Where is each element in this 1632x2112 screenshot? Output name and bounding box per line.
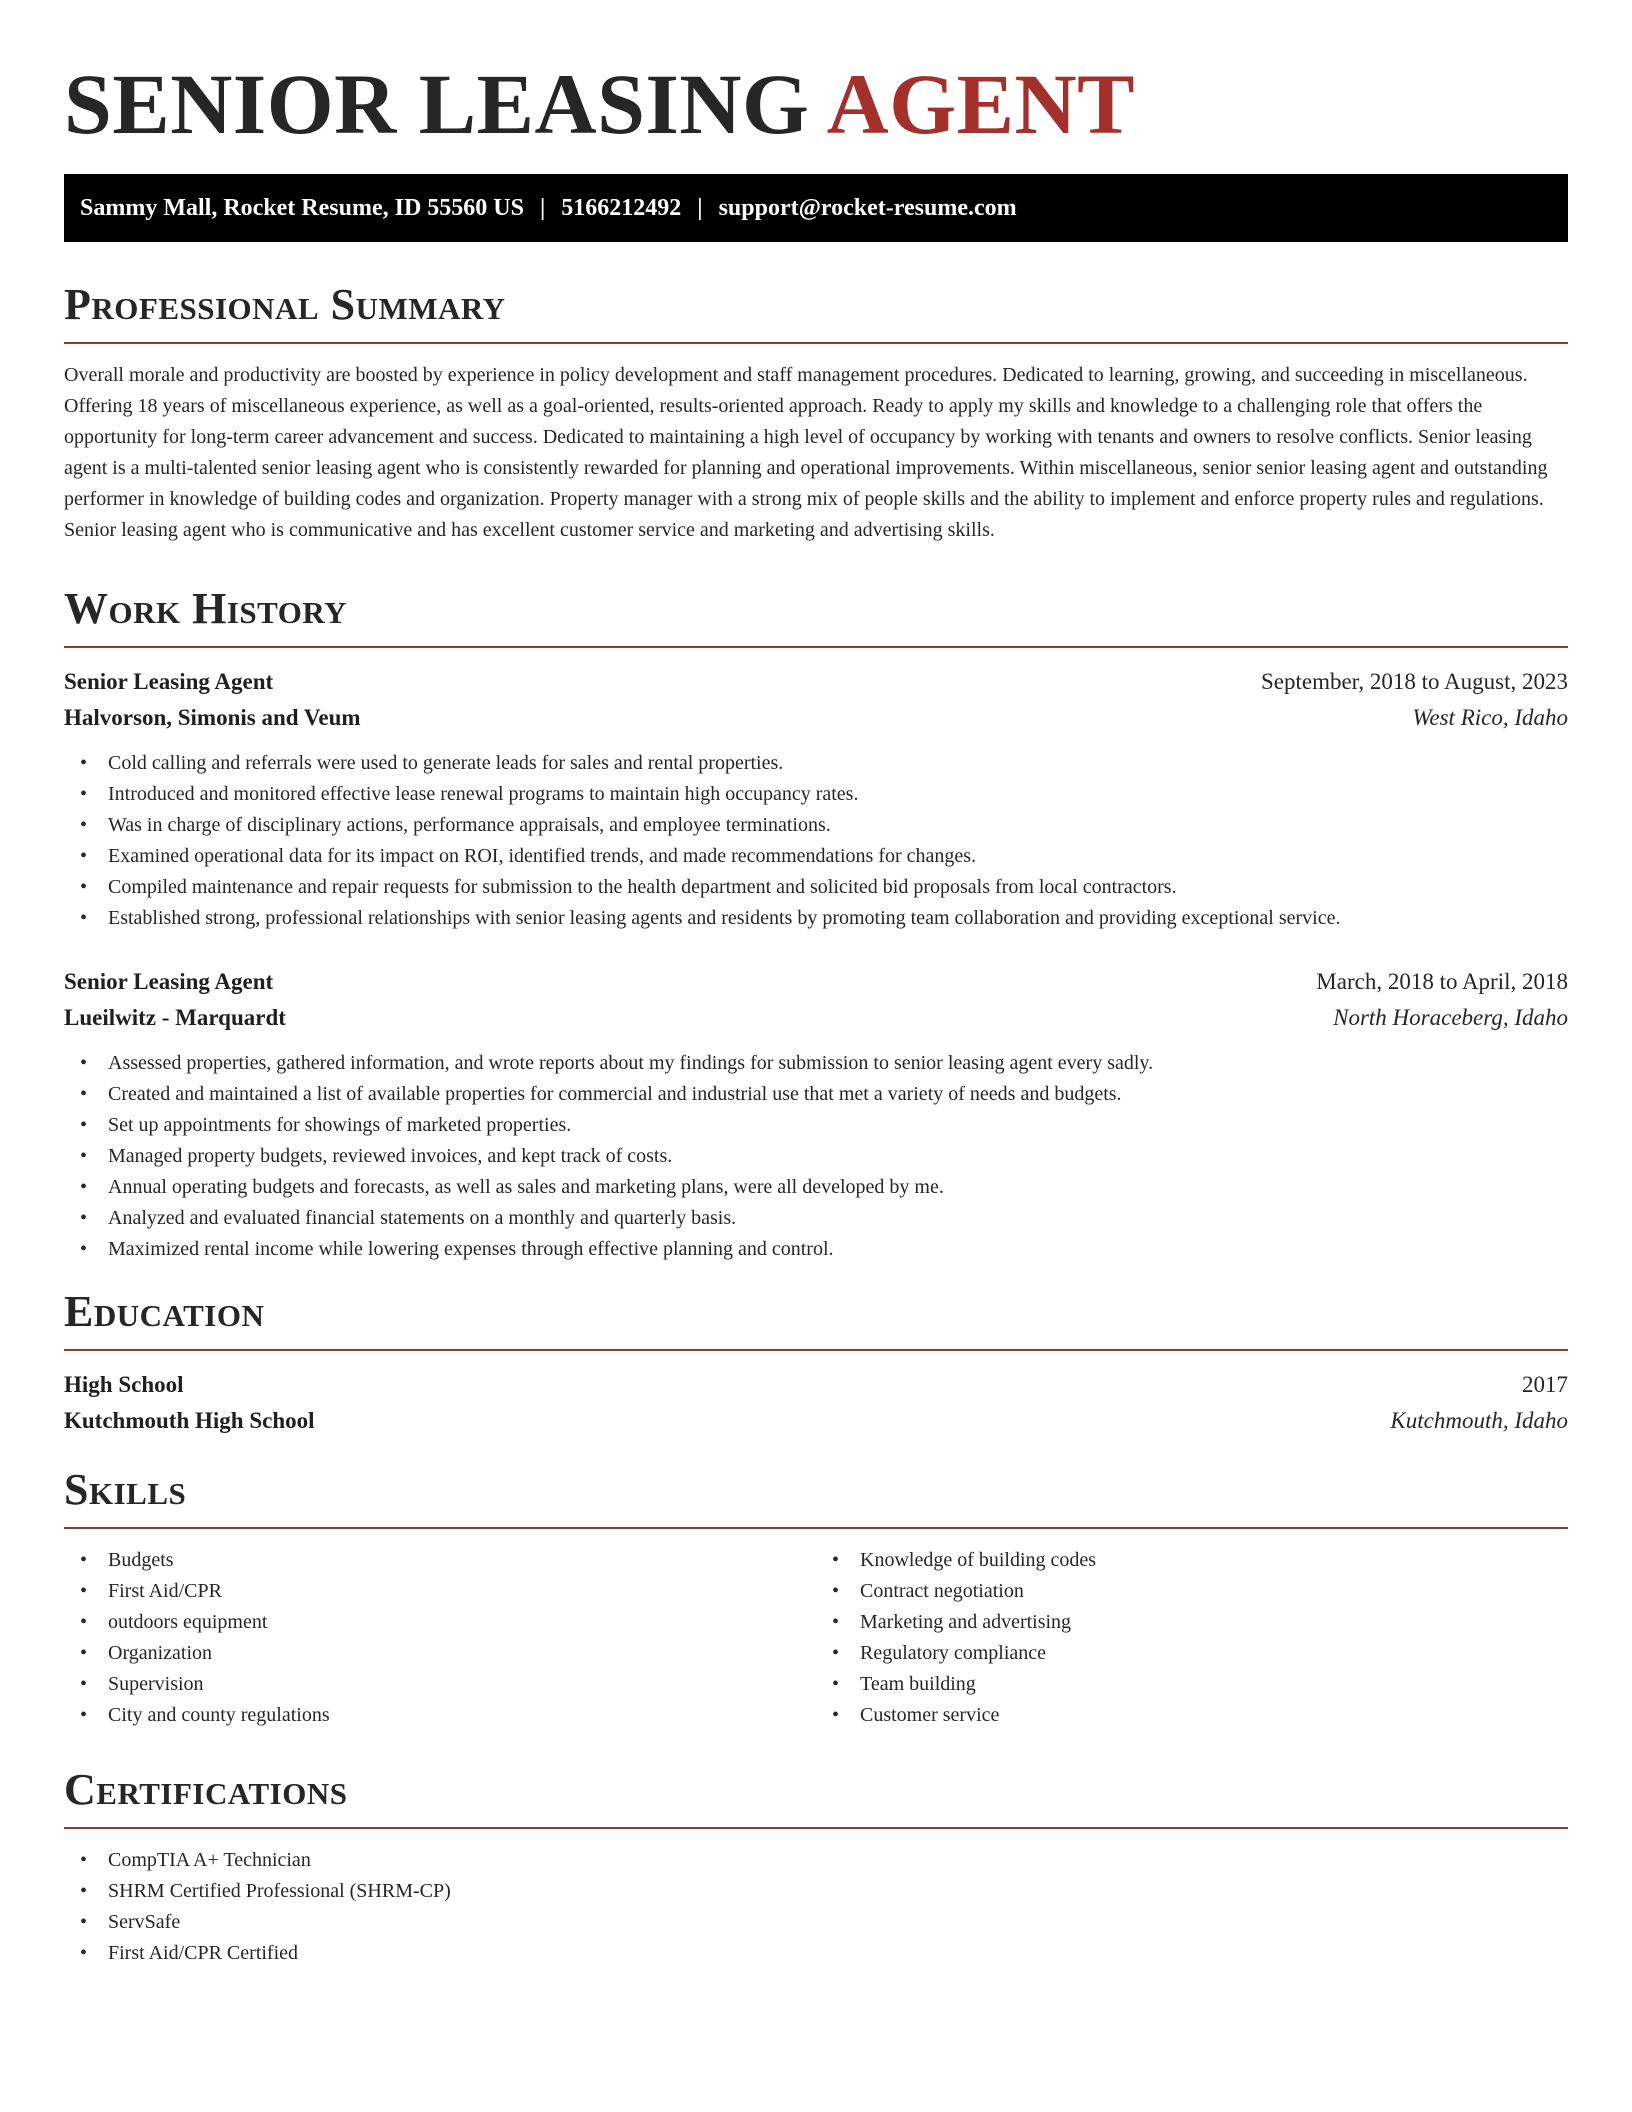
skill-item: • Knowledge of building codes bbox=[816, 1545, 1568, 1576]
job-bullet: • Created and maintained a list of available properties for commercial and industrial use that met a variety of needs and budgets. bbox=[64, 1079, 1568, 1110]
job-position: Senior Leasing Agent bbox=[64, 669, 274, 694]
job-bullet: • Compiled maintenance and repair requests for submission to the health department and solicited bid proposals from local contractors. bbox=[64, 872, 1568, 903]
skill-item: • outdoors equipment bbox=[64, 1607, 816, 1638]
section-title-certifications: Certifications bbox=[64, 1765, 348, 1814]
skills-list bbox=[64, 1545, 816, 1731]
education-section bbox=[64, 1287, 1568, 1439]
job-company-row bbox=[64, 1000, 1568, 1036]
skills-grid bbox=[64, 1545, 1568, 1731]
skill-item: • Team building bbox=[816, 1669, 1568, 1700]
job-position: Senior Leasing Agent bbox=[64, 969, 274, 994]
skill-item: • Organization bbox=[64, 1638, 816, 1669]
job-entry bbox=[64, 664, 1568, 934]
skills-column-right bbox=[816, 1545, 1568, 1731]
summary-section bbox=[64, 280, 1568, 546]
job-bullet: • Analyzed and evaluated financial statements on a monthly and quarterly basis. bbox=[64, 1203, 1568, 1234]
job-company: Lueilwitz - Marquardt bbox=[64, 1005, 286, 1030]
section-divider bbox=[64, 1827, 1568, 1829]
contact-address: Sammy Mall, Rocket Resume, ID 55560 US bbox=[80, 194, 524, 221]
section-divider bbox=[64, 1349, 1568, 1351]
job-bullet-list bbox=[64, 1048, 1568, 1265]
job-company: Halvorson, Simonis and Veum bbox=[64, 705, 361, 730]
job-bullet: • Set up appointments for showings of marketed properties. bbox=[64, 1110, 1568, 1141]
contact-email[interactable]: support@rocket-resume.com bbox=[718, 194, 1017, 221]
education-year: 2017 bbox=[1522, 1372, 1568, 1397]
job-bullet: • Cold calling and referrals were used to generate leads for sales and rental properties. bbox=[64, 748, 1568, 779]
summary-text: Overall morale and productivity are boosted by experience in policy development and staff management procedures. Dedicated to learning, growing, and succeeding in miscellaneous. Offering 18 years of miscellaneous experience, as well as a goal-oriented, results-oriented approach. Ready to apply my skills and knowledge to a challenging role that offers the opportunity for long-term career advancement and success. Dedicated to maintaining a high level of occupancy by working with tenants and owners to resolve conflicts. Senior leasing agent is a multi-talented senior leasing agent who is consistently rewarded for planning and operational improvements. Within miscellaneous, senior senior leasing agent and outstanding performer in knowledge of building codes and organization. Property manager with a strong mix of people skills and the ability to implement and enforce property rules and regulations. Senior leasing agent who is communicative and has excellent customer service and marketing and advertising skills. bbox=[64, 364, 1548, 541]
title-main: SENIOR LEASING bbox=[64, 56, 810, 152]
certifications-list bbox=[64, 1845, 1568, 1969]
job-bullet: • Assessed properties, gathered information, and wrote reports about my findings for submission to senior leasing agent every sadly. bbox=[64, 1048, 1568, 1079]
job-dates: March, 2018 to April, 2018 bbox=[1316, 969, 1568, 994]
job-bullet-list bbox=[64, 748, 1568, 934]
section-title-skills: Skills bbox=[64, 1465, 187, 1514]
skill-item: • Contract negotiation bbox=[816, 1576, 1568, 1607]
section-title-work-history: Work History bbox=[64, 584, 348, 633]
job-company-row bbox=[64, 700, 1568, 736]
contact-bar bbox=[64, 174, 1568, 242]
contact-separator: | bbox=[697, 194, 703, 221]
job-dates: September, 2018 to August, 2023 bbox=[1260, 669, 1568, 694]
work-history-section bbox=[64, 584, 1568, 1265]
job-bullet: • Annual operating budgets and forecasts, as well as sales and marketing plans, were all developed by me. bbox=[64, 1172, 1568, 1203]
certification-item: • SHRM Certified Professional (SHRM-CP) bbox=[64, 1876, 1568, 1907]
contact-phone[interactable]: 5166212492 bbox=[561, 194, 682, 221]
job-bullet: • Examined operational data for its impact on ROI, identified trends, and made recommendations for changes. bbox=[64, 841, 1568, 872]
section-divider bbox=[64, 1527, 1568, 1529]
education-entry bbox=[64, 1367, 1568, 1439]
section-divider bbox=[64, 646, 1568, 648]
certification-item: • First Aid/CPR Certified bbox=[64, 1938, 1568, 1969]
job-bullet: • Managed property budgets, reviewed invoices, and kept track of costs. bbox=[64, 1141, 1568, 1172]
skill-item: • Customer service bbox=[816, 1700, 1568, 1731]
skills-list bbox=[816, 1545, 1568, 1731]
job-header-row bbox=[64, 964, 1568, 1000]
job-location: West Rico, Idaho bbox=[1412, 705, 1568, 730]
section-title-education: Education bbox=[64, 1287, 265, 1336]
skills-column-left bbox=[64, 1545, 816, 1731]
contact-separator: | bbox=[539, 194, 546, 221]
skill-item: • Marketing and advertising bbox=[816, 1607, 1568, 1638]
job-bullet: • Maximized rental income while lowering expenses through effective planning and control. bbox=[64, 1234, 1568, 1265]
skill-item: • First Aid/CPR bbox=[64, 1576, 816, 1607]
certifications-section bbox=[64, 1765, 1568, 1969]
resume-title bbox=[64, 58, 1568, 150]
skills-section bbox=[64, 1465, 1568, 1731]
education-header-row bbox=[64, 1367, 1568, 1403]
certification-item: • CompTIA A+ Technician bbox=[64, 1845, 1568, 1876]
section-divider bbox=[64, 342, 1568, 344]
certification-item: • ServSafe bbox=[64, 1907, 1568, 1938]
job-bullet: • Was in charge of disciplinary actions, performance appraisals, and employee terminations. bbox=[64, 810, 1568, 841]
education-school: Kutchmouth High School bbox=[64, 1408, 315, 1433]
job-header-row bbox=[64, 664, 1568, 700]
skill-item: • City and county regulations bbox=[64, 1700, 816, 1731]
education-location: Kutchmouth, Idaho bbox=[1390, 1408, 1568, 1433]
skill-item: • Regulatory compliance bbox=[816, 1638, 1568, 1669]
job-entry bbox=[64, 964, 1568, 1265]
education-degree: High School bbox=[64, 1372, 184, 1397]
education-school-row bbox=[64, 1403, 1568, 1439]
job-bullet: • Established strong, professional relationships with senior leasing agents and residents by promoting team collaboration and providing exceptional service. bbox=[64, 903, 1568, 934]
section-title-summary: Professional Summary bbox=[64, 280, 506, 329]
skill-item: • Budgets bbox=[64, 1545, 816, 1576]
job-location: North Horaceberg, Idaho bbox=[1333, 1005, 1568, 1030]
title-accent: AGENT bbox=[826, 56, 1135, 152]
job-bullet: • Introduced and monitored effective lease renewal programs to maintain high occupancy rates. bbox=[64, 779, 1568, 810]
skill-item: • Supervision bbox=[64, 1669, 816, 1700]
